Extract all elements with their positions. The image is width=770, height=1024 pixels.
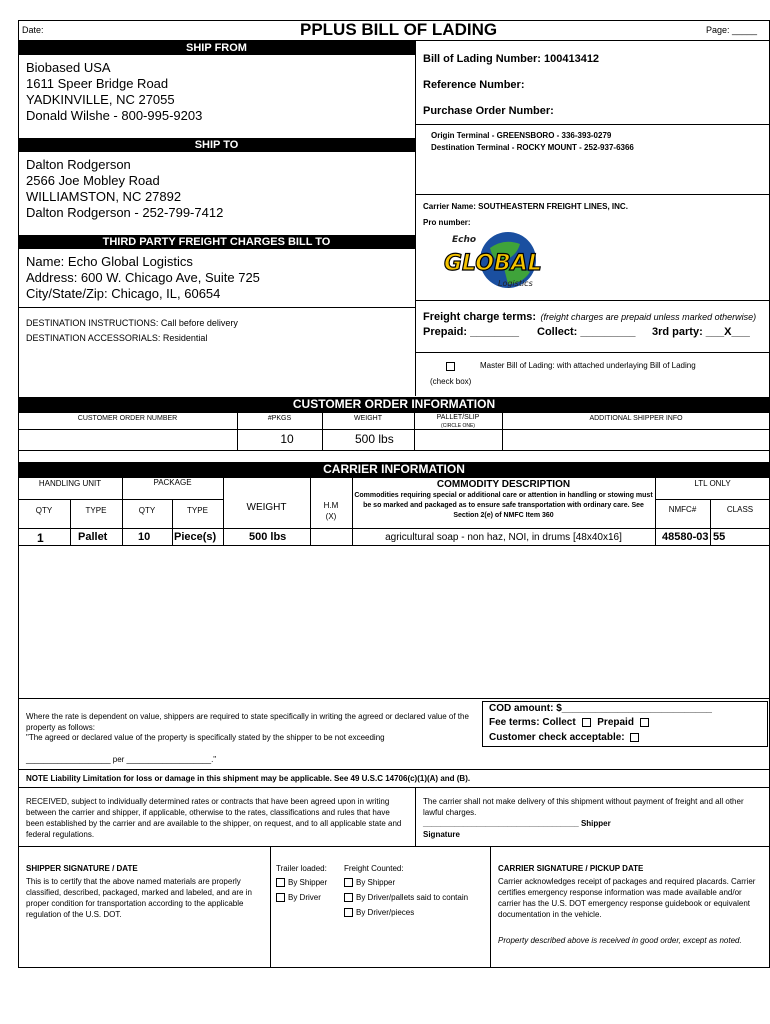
freight-counted-label: Freight Counted:: [344, 864, 404, 873]
hm-header: H.M (X): [323, 501, 339, 521]
svg-text:Echo: Echo: [452, 235, 477, 245]
destination-terminal: Destination Terminal - ROCKY MOUNT - 252-937-6366: [431, 143, 634, 152]
page-title: PPLUS BILL OF LADING: [300, 20, 498, 39]
hu-qty: 1: [37, 531, 44, 545]
commodity-note: Commodities requiring special or additional care or attention in handling or stowing must be so marked and packaged as to ensure safe transportation with ordinary care. See Section 2(e) of NMFC Item 360: [354, 492, 653, 519]
received-text: RECEIVED, subject to individually determined rates or contracts that have been agreed upon in writing between the carrier and shipper, if applicable, otherwise to the rates, classifications and rules that have been established by the carrier and are available to the shipper, on request, and to all applicable state and federal regulations.: [26, 797, 402, 839]
shipper-signature-text: This is to certify that the above named materials are properly classified, described, packaged, marked and labeled, and are in proper condition for transportation according to the applicable regulation of the U.S. DOT.: [26, 877, 252, 919]
customer-order-heading: CUSTOMER ORDER INFORMATION: [18, 397, 770, 412]
carrier-name: Carrier Name: SOUTHEASTERN FREIGHT LINES, INC.: [423, 202, 628, 211]
shipper-signature-title: SHIPPER SIGNATURE / DATE: [26, 864, 138, 873]
svg-text:Logistics: Logistics: [498, 279, 533, 288]
counted-by-driver-pieces[interactable]: By Driver/pieces: [344, 908, 414, 917]
reference-number: Reference Number:: [423, 79, 525, 91]
carrier-delivery-text: The carrier shall not make delivery of this shipment without payment of freight and all other lawful charges.: [423, 797, 744, 817]
row-nmfc: 48580-03: [662, 531, 709, 543]
col-additional-info: ADDITIONAL SHIPPER INFO: [589, 415, 683, 422]
nmfc-header: NMFC#: [668, 505, 697, 514]
ship-to-address: Dalton Rodgerson 2566 Joe Mobley Road WILLIAMSTON, NC 27892 Dalton Rodgerson - 252-799-7412: [26, 157, 224, 220]
class-header: CLASS: [726, 505, 754, 514]
trailer-by-driver-checkbox[interactable]: [276, 893, 285, 902]
carrier-signature-title: CARRIER SIGNATURE / PICKUP DATE: [498, 864, 644, 873]
freight-terms: Freight charge terms: (freight charges are prepaid unless marked otherwise): [423, 311, 757, 323]
weight-header: WEIGHT: [246, 502, 287, 513]
pkg-qty-header: QTY: [138, 506, 156, 515]
signature-label: Signature: [423, 830, 460, 839]
pkg-qty: 10: [138, 531, 151, 543]
counted-by-shipper[interactable]: By Shipper: [344, 878, 395, 887]
trailer-loaded-label: Trailer loaded:: [276, 864, 327, 873]
ship-from-heading: SHIP FROM: [18, 41, 415, 55]
carrier-signature-note: Property described above is received in good order, except as noted.: [498, 936, 742, 945]
col-customer-order-number: CUSTOMER ORDER NUMBER: [77, 415, 178, 422]
customer-check-checkbox[interactable]: [630, 733, 639, 742]
pro-number: Pro number:: [423, 218, 471, 227]
col-pkgs: #PKGS: [267, 415, 292, 422]
col-pallet-slip: PALLET/SLIP: [436, 414, 480, 421]
ship-to-heading: SHIP TO: [18, 138, 415, 152]
rate-note-per: ___________________ per ___________________.": [26, 755, 217, 764]
carrier-info-heading: CARRIER INFORMATION: [18, 462, 770, 477]
commodity-title: COMMODITY DESCRIPTION: [436, 479, 571, 490]
order-pkgs: 10: [280, 432, 294, 446]
global-logistics-logo: [438, 228, 558, 292]
row-weight: 500 lbs: [249, 531, 287, 543]
destination-instructions: DESTINATION INSTRUCTIONS: Call before delivery: [26, 318, 238, 328]
col-weight: WEIGHT: [354, 415, 382, 422]
master-bol-text: Master Bill of Lading: with attached underlaying Bill of Lading: [480, 361, 696, 370]
bol-number: Bill of Lading Number: 100413412: [423, 53, 600, 65]
date-label: Date:: [22, 25, 44, 35]
cod-amount[interactable]: COD amount: $___________________________: [489, 703, 712, 714]
cod-collect-checkbox[interactable]: [582, 718, 591, 727]
counted-by-shipper-checkbox[interactable]: [344, 878, 353, 887]
counted-by-driver-pallets-checkbox[interactable]: [344, 893, 353, 902]
third-party-heading: THIRD PARTY FREIGHT CHARGES BILL TO: [18, 235, 415, 249]
freight-prepaid[interactable]: Prepaid: ________: [423, 326, 520, 338]
handling-unit-header: HANDLING UNIT: [38, 479, 102, 488]
circle-one-note: (CIRCLE ONE): [441, 423, 475, 429]
trailer-by-shipper[interactable]: By Shipper: [276, 878, 327, 887]
third-party-address: Name: Echo Global Logistics Address: 600 W. Chicago Ave, Suite 725 City/State/Zip: Chicago, IL, 60654: [26, 254, 260, 301]
origin-terminal: Origin Terminal - GREENSBORO - 336-393-0279: [431, 131, 612, 140]
pkg-type-header: TYPE: [187, 506, 208, 515]
row-class: 55: [713, 531, 726, 543]
check-box-note: (check box): [430, 377, 472, 386]
liability-note: NOTE Liability Limitation for loss or damage in this shipment may be applicable. See 49 U.S.C 14706(c)(1)(A) and (B).: [26, 774, 471, 783]
cod-prepaid-checkbox[interactable]: [640, 718, 649, 727]
order-weight: 500 lbs: [355, 432, 394, 446]
rate-note-declared: "The agreed or declared value of the property is specifically stated by the shipper to be not exceeding: [26, 733, 385, 742]
hu-type-header: TYPE: [85, 506, 107, 515]
ship-from-address: Biobased USA 1611 Speer Bridge Road YADKINVILLE, NC 27055 Donald Wilshe - 800-995-9203: [26, 60, 203, 123]
trailer-by-driver[interactable]: By Driver: [276, 893, 321, 902]
shipper-signature-line[interactable]: ___________________________________ Shipper: [423, 819, 611, 828]
destination-accessorials: DESTINATION ACCESSORIALS: Residential: [26, 333, 208, 343]
carrier-signature-text: Carrier acknowledges receipt of packages and required placards. Carrier certifies emergency response information was made available and/or carrier has the U.S. DOT emergency response guidebook or equivalent documentation in the vehicle.: [498, 877, 756, 919]
freight-third-party[interactable]: 3rd party: ___X___: [652, 326, 750, 338]
hu-type: Pallet: [78, 531, 108, 543]
pkg-type: Piece(s): [174, 531, 217, 543]
customer-check: Customer check acceptable:: [489, 732, 642, 743]
freight-collect[interactable]: Collect: _________: [537, 326, 636, 338]
ltl-only-header: LTL ONLY: [694, 479, 731, 488]
row-description: agricultural soap - non haz, NOI, in drums [48x40x16]: [385, 532, 622, 543]
package-header: PACKAGE: [153, 478, 192, 487]
cod-fee-terms: Fee terms: Collect Prepaid: [489, 717, 652, 728]
counted-by-driver-pieces-checkbox[interactable]: [344, 908, 353, 917]
master-bol-checkbox[interactable]: [446, 362, 455, 371]
svg-text:GLOBAL: GLOBAL: [444, 251, 542, 276]
trailer-by-shipper-checkbox[interactable]: [276, 878, 285, 887]
hu-qty-header: QTY: [35, 506, 53, 515]
counted-by-driver-pallets[interactable]: By Driver/pallets said to contain: [344, 893, 468, 902]
rate-note: Where the rate is dependent on value, shippers are required to state specifically in writing the agreed or declared value of the property as follows:: [26, 712, 469, 732]
po-number: Purchase Order Number:: [423, 105, 554, 117]
page-label: Page: _____: [706, 25, 758, 35]
